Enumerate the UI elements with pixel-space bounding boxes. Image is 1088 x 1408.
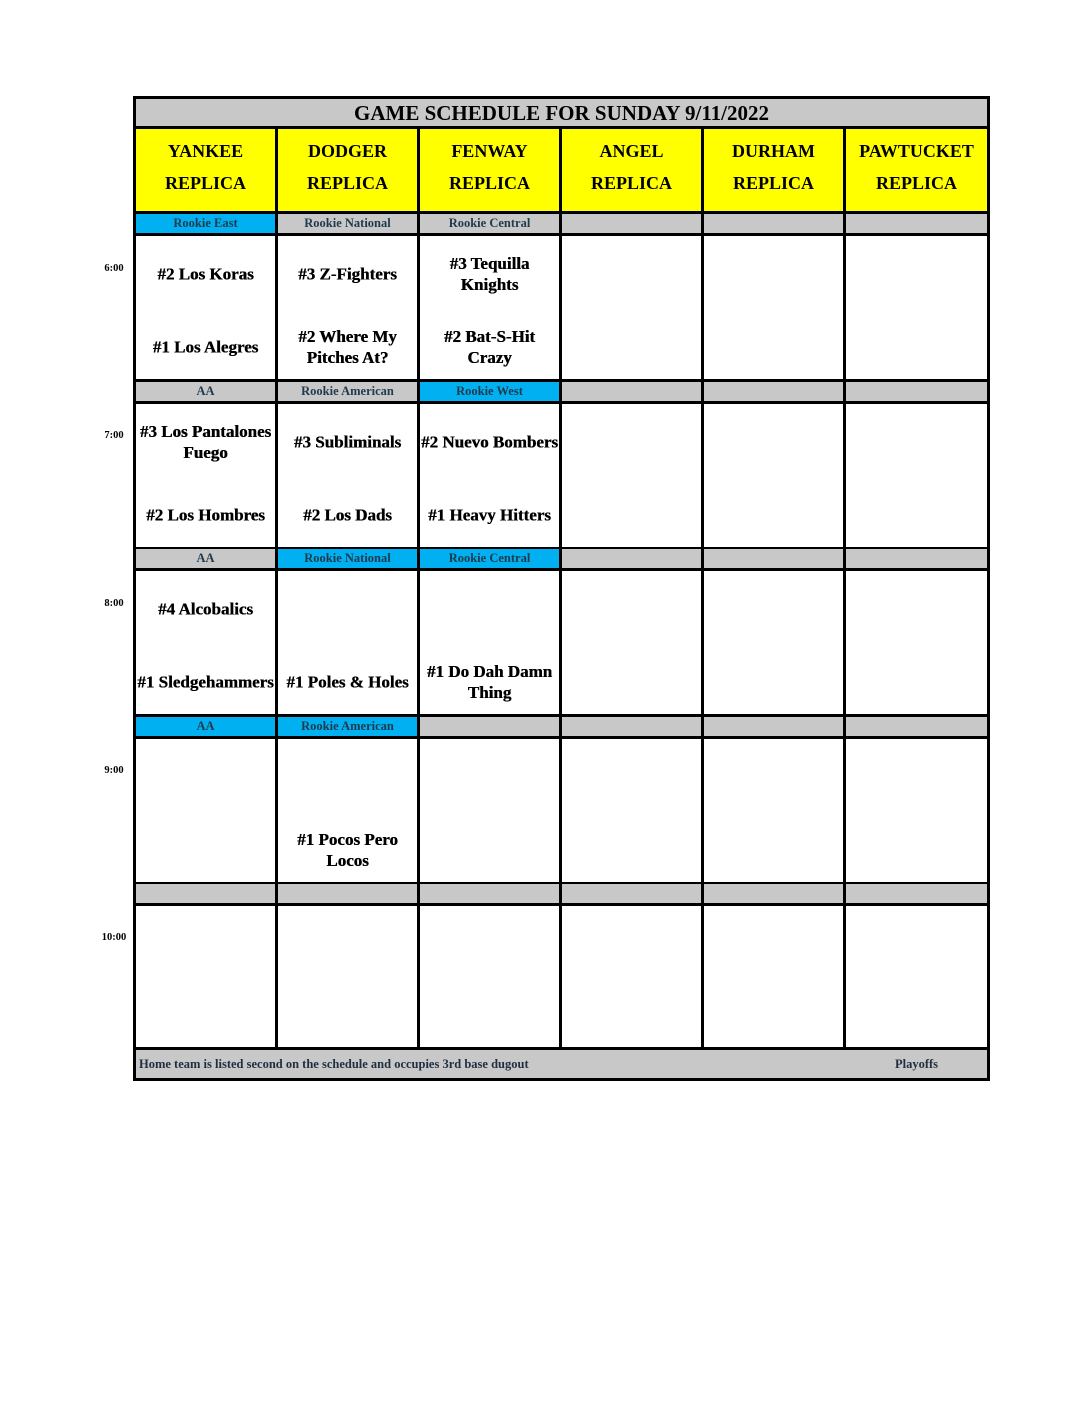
time-label: 10:00 xyxy=(101,932,127,943)
game-cell xyxy=(562,571,704,717)
game-cell xyxy=(704,739,846,885)
field-sub: REPLICA xyxy=(164,173,246,193)
home-team: #1 Los Alegres xyxy=(152,337,259,357)
field-name: FENWAY xyxy=(451,141,528,161)
game-cell xyxy=(420,571,562,717)
game-cell xyxy=(136,404,278,550)
field-sub: REPLICA xyxy=(590,173,672,193)
division-label xyxy=(846,549,987,571)
game-cell xyxy=(562,404,704,550)
game-cell xyxy=(136,906,278,1050)
field-header-5 xyxy=(846,129,987,214)
game-cell xyxy=(846,571,987,717)
game-cell xyxy=(420,236,562,382)
home-team: #2 Where My Pitches At? xyxy=(298,327,397,367)
game-cell xyxy=(562,236,704,382)
division-label xyxy=(562,382,704,404)
division-label xyxy=(846,214,987,236)
schedule-title: GAME SCHEDULE FOR SUNDAY 9/11/2022 xyxy=(136,99,987,129)
field-header-3 xyxy=(562,129,704,214)
away-team: #3 Tequilla Knights xyxy=(449,254,530,294)
division-label xyxy=(704,549,846,571)
home-team: #2 Los Hombres xyxy=(146,505,265,525)
field-sub: REPLICA xyxy=(306,173,388,193)
division-label: Rookie National xyxy=(278,549,420,571)
game-cell xyxy=(846,906,987,1050)
division-label xyxy=(704,214,846,236)
division-label xyxy=(704,382,846,404)
home-team: #1 Pocos Pero Locos xyxy=(297,830,398,870)
game-cell xyxy=(420,404,562,550)
home-team: #1 Do Dah Damn Thing xyxy=(426,662,553,702)
schedule-footer xyxy=(136,1050,987,1078)
game-cell xyxy=(704,236,846,382)
time-label: 9:00 xyxy=(104,765,124,776)
home-team-note: Home team is listed second on the schedule and occupies 3rd base dugout xyxy=(139,1057,529,1071)
field-header-4 xyxy=(704,129,846,214)
time-label: 7:00 xyxy=(104,430,124,441)
field-sub: REPLICA xyxy=(875,173,957,193)
game-cell xyxy=(136,571,278,717)
division-label xyxy=(704,884,846,906)
field-sub: REPLICA xyxy=(448,173,530,193)
division-label: Rookie West xyxy=(420,382,562,404)
playoffs-legend: Playoffs xyxy=(895,1057,939,1071)
field-name: YANKEE xyxy=(167,141,244,161)
game-cell xyxy=(846,404,987,550)
game-cell xyxy=(846,236,987,382)
game-cell xyxy=(704,404,846,550)
away-team: #3 Subliminals xyxy=(293,432,402,452)
field-name: DODGER xyxy=(307,141,387,161)
field-sub: REPLICA xyxy=(732,173,814,193)
game-cell xyxy=(278,404,420,550)
division-label: Rookie American xyxy=(278,382,420,404)
game-cell xyxy=(278,739,420,885)
home-team: #1 Poles & Holes xyxy=(286,672,409,692)
schedule-table xyxy=(133,96,990,1081)
field-name: ANGEL xyxy=(599,141,664,161)
division-label: AA xyxy=(136,549,278,571)
game-cell xyxy=(136,236,278,382)
away-team: #2 Nuevo Bombers xyxy=(421,432,558,452)
home-team: #1 Sledgehammers xyxy=(137,672,274,692)
division-label: Rookie American xyxy=(278,717,420,739)
home-team: #2 Bat-S-Hit Crazy xyxy=(443,327,536,367)
away-team: #4 Alcobalics xyxy=(158,599,253,619)
field-name: DURHAM xyxy=(732,141,815,161)
division-label: AA xyxy=(136,382,278,404)
division-label xyxy=(562,214,704,236)
division-label xyxy=(562,884,704,906)
home-team: #2 Los Dads xyxy=(303,505,392,525)
game-cell xyxy=(136,739,278,885)
division-label: Rookie Central xyxy=(420,549,562,571)
division-label: AA xyxy=(136,717,278,739)
division-label xyxy=(562,717,704,739)
game-cell xyxy=(704,906,846,1050)
division-label xyxy=(420,717,562,739)
game-cell xyxy=(278,906,420,1050)
division-label: Rookie National xyxy=(278,214,420,236)
field-name: PAWTUCKET xyxy=(859,141,974,161)
division-label: Rookie East xyxy=(136,214,278,236)
division-label xyxy=(562,549,704,571)
game-cell xyxy=(278,571,420,717)
away-team: #3 Los Pantalones Fuego xyxy=(139,422,272,462)
division-label: Rookie Central xyxy=(420,214,562,236)
field-header-1 xyxy=(278,129,420,214)
away-team: #3 Z-Fighters xyxy=(298,264,397,284)
game-cell xyxy=(420,739,562,885)
game-cell xyxy=(420,906,562,1050)
away-team: #2 Los Koras xyxy=(157,264,254,284)
division-label xyxy=(704,717,846,739)
home-team: #1 Heavy Hitters xyxy=(428,505,551,525)
field-header-0 xyxy=(136,129,278,214)
division-label xyxy=(846,717,987,739)
division-label xyxy=(846,884,987,906)
game-cell xyxy=(562,739,704,885)
game-cell xyxy=(846,739,987,885)
time-label: 8:00 xyxy=(104,598,124,609)
field-header-2 xyxy=(420,129,562,214)
game-cell xyxy=(278,236,420,382)
division-label xyxy=(136,884,278,906)
division-label xyxy=(278,884,420,906)
division-label xyxy=(846,382,987,404)
game-cell xyxy=(562,906,704,1050)
time-label: 6:00 xyxy=(104,263,124,274)
division-label xyxy=(420,884,562,906)
game-cell xyxy=(704,571,846,717)
